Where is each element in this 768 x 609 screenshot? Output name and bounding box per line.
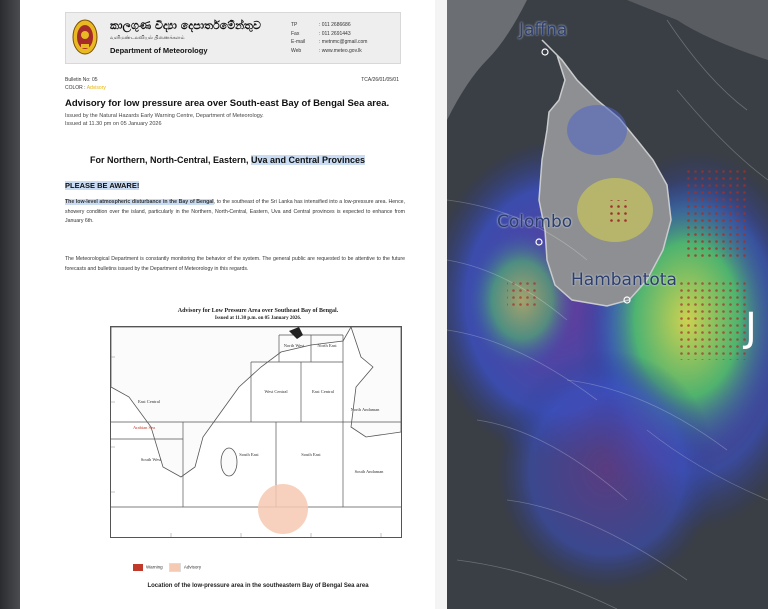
issued-by: Issued by the Natural Hazards Early Warning Centre, Department of Meteorology. bbox=[65, 113, 264, 119]
department-name-sinhala: කාලගුණ විද්‍යා දෙපාර්තමේන්තුව bbox=[110, 19, 261, 32]
contact-row: Fax : 011 2691443 bbox=[291, 30, 351, 37]
legend-advisory-label: Advisory bbox=[183, 564, 202, 570]
rainfall-radar-graphic bbox=[447, 0, 768, 609]
image-divider bbox=[435, 0, 447, 609]
city-label-hambantota: Hambantota bbox=[571, 270, 677, 290]
rainfall-radar-map bbox=[447, 0, 768, 609]
left-edge-photo bbox=[0, 0, 20, 609]
advisory-document bbox=[20, 0, 435, 609]
edge-letter: J bbox=[745, 305, 757, 351]
advisory-map-figure bbox=[103, 305, 413, 589]
region-north-west: North West bbox=[283, 343, 305, 348]
color-code: COLOR : Advisory bbox=[65, 85, 106, 91]
region-north-east: North East bbox=[317, 343, 337, 348]
region-south-west: South West bbox=[140, 457, 162, 462]
figure-subtitle: Issued at 11.30 p.m. on 05 January 2026. bbox=[214, 316, 302, 321]
color-code-value: Advisory bbox=[86, 85, 106, 91]
contact-row: TP : 011 2686686 bbox=[291, 22, 351, 28]
city-label-jaffna: Jaffna bbox=[519, 20, 568, 40]
warning-swatch bbox=[133, 564, 143, 571]
department-name-english: Department of Meteorology bbox=[110, 46, 208, 55]
region-south-east-right: South East bbox=[301, 452, 321, 457]
provinces-heading: For Northern, North-Central, Eastern, Uva and Central Provinces bbox=[89, 155, 366, 165]
region-south-andaman: South Andaman bbox=[354, 469, 384, 474]
contact-details bbox=[291, 21, 367, 55]
sea-area-map bbox=[110, 326, 402, 538]
figure-caption: Location of the low-pressure area in the southeastern Bay of Bengal Sea area bbox=[147, 583, 369, 589]
region-west-central: West Central bbox=[264, 389, 288, 394]
provinces-highlight: Uva and Central Provinces bbox=[250, 155, 366, 165]
letterhead bbox=[65, 12, 401, 64]
figure-title: Advisory for Low Pressure Area over Southeast Bay of Bengal. bbox=[177, 308, 339, 314]
contact-row: Web : www.meteo.gov.lk bbox=[291, 47, 362, 54]
map-legend bbox=[133, 563, 201, 572]
region-north-andaman: North Andaman bbox=[350, 407, 380, 412]
sri-lanka-emblem-icon bbox=[72, 18, 98, 56]
advisory-paragraph: The low-level atmospheric disturbance in the Bay of Bengal, to the southeast of the Sri Lanka has intensified into a low-pressure area. Hence, showery condition over the island, particularly in the Northern, North-Central, Eastern, Uva and Central provinces is expected to enhance from January 6th. bbox=[65, 199, 405, 224]
advisory-area-circle bbox=[258, 484, 308, 534]
city-label-colombo: Colombo bbox=[497, 212, 573, 232]
bulletin-number: Bulletin No: 05 bbox=[65, 77, 98, 83]
issued-at: Issued at 11.30 pm on 05 January 2026 bbox=[65, 121, 162, 127]
region-south-east-left: South East bbox=[239, 452, 259, 457]
advisory-title: Advisory for low pressure area over South-east Bay of Bengal Sea area. bbox=[65, 98, 390, 109]
region-east-central-right: East Central bbox=[311, 389, 335, 394]
legend-warning-label: Warning bbox=[146, 564, 163, 570]
region-arabian-sea: Arabian Sea bbox=[132, 425, 156, 430]
contact-row: E-mail : metnmc@gmail.com bbox=[291, 39, 368, 45]
department-name-tamil: வளிமண்டலவியல் திணைக்களம் bbox=[110, 35, 185, 41]
please-be-aware: PLEASE BE AWARE! bbox=[65, 181, 140, 190]
region-east-central-left: East Central bbox=[137, 399, 161, 404]
monitoring-paragraph: The Meteorological Department is constantly monitoring the behavior of the system. The general public are requested to be attentive to the future forecasts and bulletins issued by the Department of Meteorology in this regards. bbox=[65, 256, 405, 272]
sea-area-grid bbox=[111, 327, 401, 537]
advisory-swatch bbox=[169, 563, 181, 572]
bulletin-reference: TCA/26/01/05/01 bbox=[361, 77, 399, 83]
